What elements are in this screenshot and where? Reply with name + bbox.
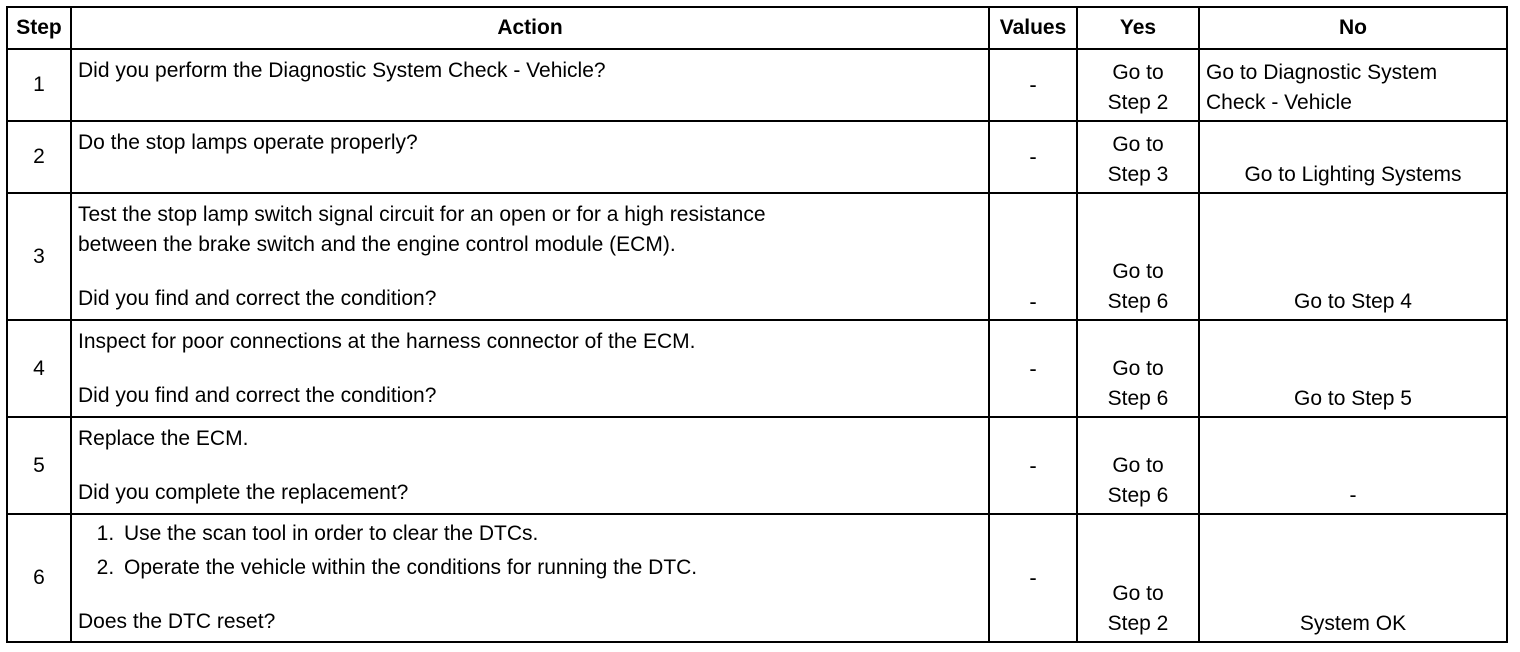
step-number: 5 [7,417,71,514]
action-line2: between the brake switch and the engine control module (ECM). [78,233,676,256]
action-cell [71,121,989,193]
yes-line1: Go to [1112,582,1164,605]
yes-line2: Step 6 [1107,484,1169,507]
no-cell [1199,49,1507,121]
yes-line2: Step 6 [1107,387,1169,410]
action-line1: Replace the ECM. [78,427,249,450]
header-action: Action [71,7,989,49]
action-text: Do the stop lamps operate properly? [78,131,418,154]
no-cell: System OK [1199,514,1507,642]
action-cell [71,193,989,320]
values-cell: - [989,121,1077,193]
yes-cell [1077,320,1199,417]
header-no: No [1199,7,1507,49]
action-line1: Test the stop lamp switch signal circuit for an open or for a high resistance [78,203,766,226]
no-cell: - [1199,417,1507,514]
yes-line2: Step 3 [1107,163,1169,186]
action-cell [71,514,989,642]
action-question: Did you find and correct the condition? [78,287,437,310]
step-number: 4 [7,320,71,417]
yes-cell [1077,514,1199,642]
action-text: Did you perform the Diagnostic System Check - Vehicle? [78,59,606,82]
step-number: 6 [7,514,71,642]
action-cell [71,417,989,514]
step-number: 3 [7,193,71,320]
table-row [7,514,1507,642]
yes-line2: Step 6 [1107,290,1169,313]
yes-line1: Go to [1112,454,1164,477]
table-row [7,49,1507,121]
header-yes: Yes [1077,7,1199,49]
yes-cell [1077,49,1199,121]
action-question: Did you complete the replacement? [78,481,409,504]
yes-line1: Go to [1112,61,1164,84]
step-number: 2 [7,121,71,193]
table-row [7,193,1507,320]
values-cell: - [989,49,1077,121]
values-cell: - [989,193,1077,320]
yes-cell [1077,121,1199,193]
values-cell: - [989,320,1077,417]
table-row [7,417,1507,514]
no-cell: Go to Lighting Systems [1199,121,1507,193]
no-cell: Go to Step 5 [1199,320,1507,417]
yes-line1: Go to [1112,357,1164,380]
table-row [7,320,1507,417]
header-step: Step [7,7,71,49]
yes-line2: Step 2 [1107,91,1169,114]
action-list-item: 2. Operate the vehicle within the conditions for running the DTC. [120,553,982,583]
action-question: Did you find and correct the condition? [78,384,437,407]
yes-line1: Go to [1112,260,1164,283]
no-line2: Check - Vehicle [1206,91,1352,114]
action-cell [71,49,989,121]
values-cell: - [989,514,1077,642]
yes-cell [1077,417,1199,514]
action-list-item: 1. Use the scan tool in order to clear the DTCs. [120,519,982,549]
header-row [7,7,1507,49]
action-cell [71,320,989,417]
action-line1: Inspect for poor connections at the harness connector of the ECM. [78,330,696,353]
no-cell: Go to Step 4 [1199,193,1507,320]
no-line1: Go to Diagnostic System [1206,61,1438,84]
values-cell: - [989,417,1077,514]
step-number: 1 [7,49,71,121]
action-question: Does the DTC reset? [78,610,276,633]
yes-cell [1077,193,1199,320]
header-values: Values [989,7,1077,49]
diagnostic-table [6,6,1508,643]
action-steps-list [78,519,982,583]
yes-line1: Go to [1112,133,1164,156]
yes-line2: Step 2 [1107,612,1169,635]
table-row [7,121,1507,193]
